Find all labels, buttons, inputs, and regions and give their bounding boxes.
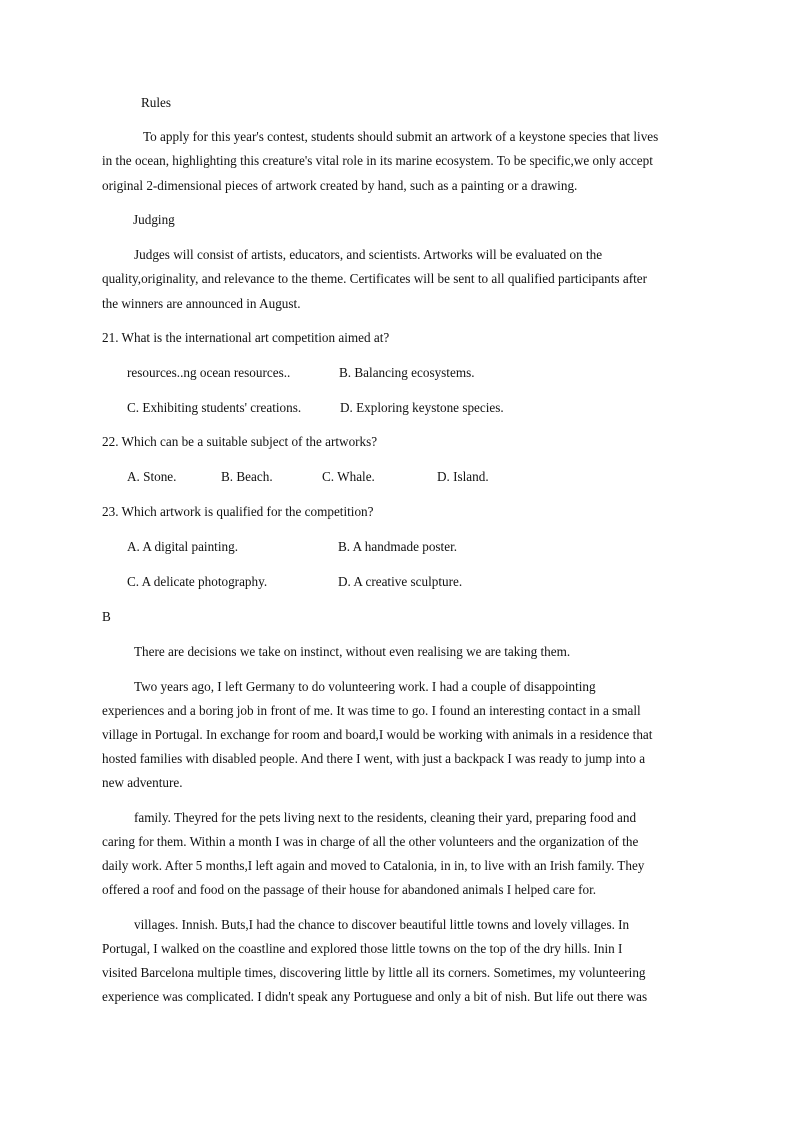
question-option: B. A handmade poster. (338, 539, 458, 554)
question-option: C. Whale. (322, 469, 375, 484)
paragraph-line: village in Portugal. In exchange for room and board,I would be working with animals in a residence that (102, 727, 653, 742)
question-stem: 23. Which artwork is qualified for the competition? (102, 504, 374, 519)
paragraph-line: experience was complicated. I didn't speak any Portuguese and only a bit of nish. But life out there was (102, 989, 648, 1004)
paragraph-line: visited Barcelona multiple times, discovering little by little all its corners. Sometimes, my volunteering (102, 965, 646, 980)
rules-line: in the ocean, highlighting this creature's vital role in its marine ecosystem. To be specific,we only accept (102, 153, 653, 168)
rules-line: original 2-dimensional pieces of artwork created by hand, such as a painting or a drawing. (102, 178, 578, 193)
paragraph-line: new adventure. (102, 775, 183, 790)
paragraph-line: family. Theyred for the pets living next to the residents, cleaning their yard, preparing food and (134, 810, 637, 825)
rules-line: To apply for this year's contest, students should submit an artwork of a keystone species that lives (143, 129, 659, 144)
question-stem: 21. What is the international art competition aimed at? (102, 330, 390, 345)
paragraph-line: Two years ago, I left Germany to do volunteering work. I had a couple of disappointing (134, 679, 596, 694)
question-stem: 22. Which can be a suitable subject of the artworks? (102, 434, 378, 449)
paragraph-line: hosted families with disabled people. And there I went, with just a backpack I was ready to jump into a (102, 751, 646, 766)
paragraph-line: experiences and a boring job in front of me. It was time to go. I found an interesting contact in a small (102, 703, 641, 718)
question-option: D. Island. (437, 469, 489, 484)
question-option: D. Exploring keystone species. (340, 400, 504, 415)
paragraph-line: offered a roof and food on the passage of their house for abandoned animals I helped care for. (102, 882, 597, 897)
question-option: C. A delicate photography. (127, 574, 268, 589)
paragraph-line: daily work. After 5 months,I left again and moved to Catalonia, in in, to live with an Irish family. They (102, 858, 645, 873)
judging-line: the winners are announced in August. (102, 296, 301, 311)
paragraph-line: villages. Innish. Buts,I had the chance to discover beautiful little towns and lovely villages. In (134, 917, 630, 932)
question-option: A. A digital painting. (127, 539, 238, 554)
section-label: B (102, 609, 111, 624)
question-option: A. Stone. (127, 469, 177, 484)
question-option: C. Exhibiting students' creations. (127, 400, 302, 415)
question-option: D. A creative sculpture. (338, 574, 463, 589)
judging-heading: Judging (133, 212, 175, 227)
paragraph-line: Portugal, I walked on the coastline and explored those little towns on the top of the dry hills. Inin I (102, 941, 623, 956)
paragraph-line: caring for them. Within a month I was in charge of all the other volunteers and the organization of the (102, 834, 639, 849)
intro-line: There are decisions we take on instinct, without even realising we are taking them. (134, 644, 571, 659)
question-option: resources..ng ocean resources.. (127, 365, 291, 380)
question-option: B. Beach. (221, 469, 273, 484)
rules-heading: Rules (141, 95, 172, 110)
judging-line: quality,originality, and relevance to the theme. Certificates will be sent to all qualified participants after (102, 271, 648, 286)
question-option: B. Balancing ecosystems. (339, 365, 475, 380)
judging-line: Judges will consist of artists, educators, and scientists. Artworks will be evaluated on the (134, 247, 603, 262)
